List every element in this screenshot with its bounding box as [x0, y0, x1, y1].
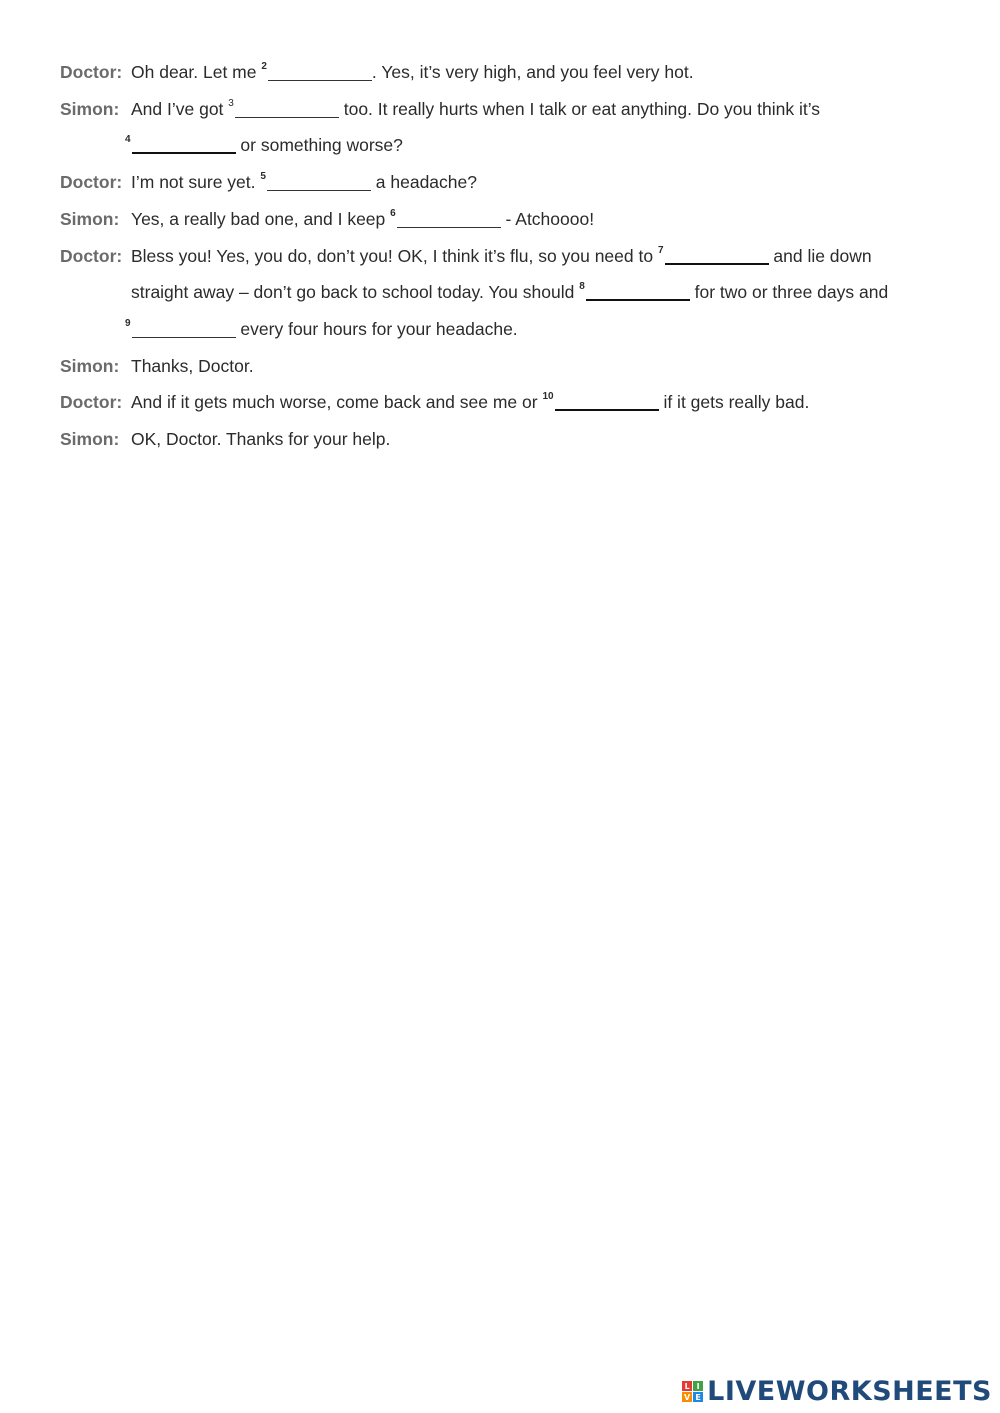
- line-text: [131, 201, 950, 238]
- gap-number: 2: [261, 61, 267, 72]
- liveworksheets-logo: [682, 1376, 992, 1407]
- gap-number: 8: [579, 281, 585, 293]
- logo-mark-icon: [682, 1381, 703, 1402]
- answer-blank-6[interactable]: [397, 226, 501, 228]
- speaker-label: Simon:: [60, 98, 120, 119]
- line-text: $^9$ every four hours for your headache.: [125, 317, 518, 339]
- text-after: too. It really hurts when I talk or eat anything. Do you think it’s: [338, 98, 821, 119]
- dialogue-line-10: [60, 384, 950, 421]
- text-before: Yes, a really bad one, and I keep: [131, 208, 391, 229]
- text-after: or something worse?: [235, 135, 403, 156]
- line-text: [131, 238, 950, 275]
- dialogue-line-5: [60, 201, 950, 238]
- line-text: $^4$ or something worse?: [125, 134, 403, 156]
- dialogue-line-1: [60, 54, 950, 91]
- dialogue-line-11: [60, 421, 950, 458]
- answer-blank-7[interactable]: [665, 262, 769, 265]
- answer-blank-8[interactable]: [586, 298, 690, 301]
- brand-name: LIVEWORKSHEETS: [707, 1376, 992, 1407]
- line-text: OK, Doctor. Thanks for your help.: [131, 429, 391, 450]
- answer-blank-3[interactable]: [235, 116, 339, 118]
- text-after: if it gets really bad.: [658, 392, 810, 413]
- logo-letter: E: [693, 1392, 703, 1402]
- text-before: And if it gets much worse, come back and see me or: [131, 392, 543, 413]
- answer-blank-2[interactable]: [268, 79, 372, 81]
- speaker-label: Doctor:: [60, 62, 123, 82]
- answer-blank-9[interactable]: [132, 336, 236, 338]
- text-after: every four hours for your headache.: [235, 318, 518, 339]
- dialogue-line-8: [60, 311, 950, 348]
- speaker-label: Simon:: [60, 429, 120, 450]
- gap-number: 10: [542, 391, 554, 403]
- speaker-label: Simon:: [60, 355, 120, 376]
- text-after: for two or three days and: [689, 282, 889, 303]
- speaker-label: Doctor:: [60, 245, 123, 266]
- text-after: . Yes, it’s very high, and you feel very hot.: [371, 62, 694, 82]
- answer-blank-5[interactable]: [267, 189, 371, 191]
- text-before: Bless you! Yes, you do, don’t you! OK, I think it’s flu, so you need to: [131, 245, 658, 266]
- gap-number: 3: [228, 97, 234, 109]
- line-text: [131, 54, 950, 91]
- line-text: [131, 164, 950, 201]
- answer-blank-4[interactable]: [132, 151, 236, 154]
- line-text: [131, 274, 950, 311]
- gap-number: 5: [260, 171, 266, 183]
- dialogue: [60, 54, 950, 458]
- gap-number: 6: [390, 207, 396, 219]
- logo-letter: L: [682, 1381, 692, 1391]
- answer-blank-10[interactable]: [555, 408, 659, 411]
- line-text: [131, 91, 950, 128]
- text-before: straight away – don’t go back to school today. You should: [131, 282, 580, 303]
- dialogue-line-7: [60, 274, 950, 311]
- dialogue-line-6: [60, 238, 950, 275]
- text-after: and lie down: [768, 245, 872, 266]
- gap-number: 7: [657, 244, 664, 256]
- speaker-label: Doctor:: [60, 392, 123, 413]
- speaker-label: Simon:: [60, 208, 120, 229]
- line-text: [131, 384, 950, 421]
- text-before: And I’ve got: [131, 98, 229, 119]
- dialogue-line-3: [60, 127, 950, 164]
- logo-letter: I: [693, 1381, 703, 1391]
- dialogue-line-9: [60, 348, 950, 385]
- line-text: Thanks, Doctor.: [131, 355, 254, 376]
- text-before: I’m not sure yet.: [131, 172, 261, 193]
- speaker-label: Doctor:: [60, 172, 123, 193]
- dialogue-line-4: [60, 164, 950, 201]
- text-before: Oh dear. Let me: [131, 62, 262, 82]
- text-after: a headache?: [370, 172, 477, 193]
- text-after: - Atchoooo!: [500, 208, 595, 229]
- logo-letter: V: [684, 1392, 691, 1402]
- dialogue-line-2: [60, 91, 950, 128]
